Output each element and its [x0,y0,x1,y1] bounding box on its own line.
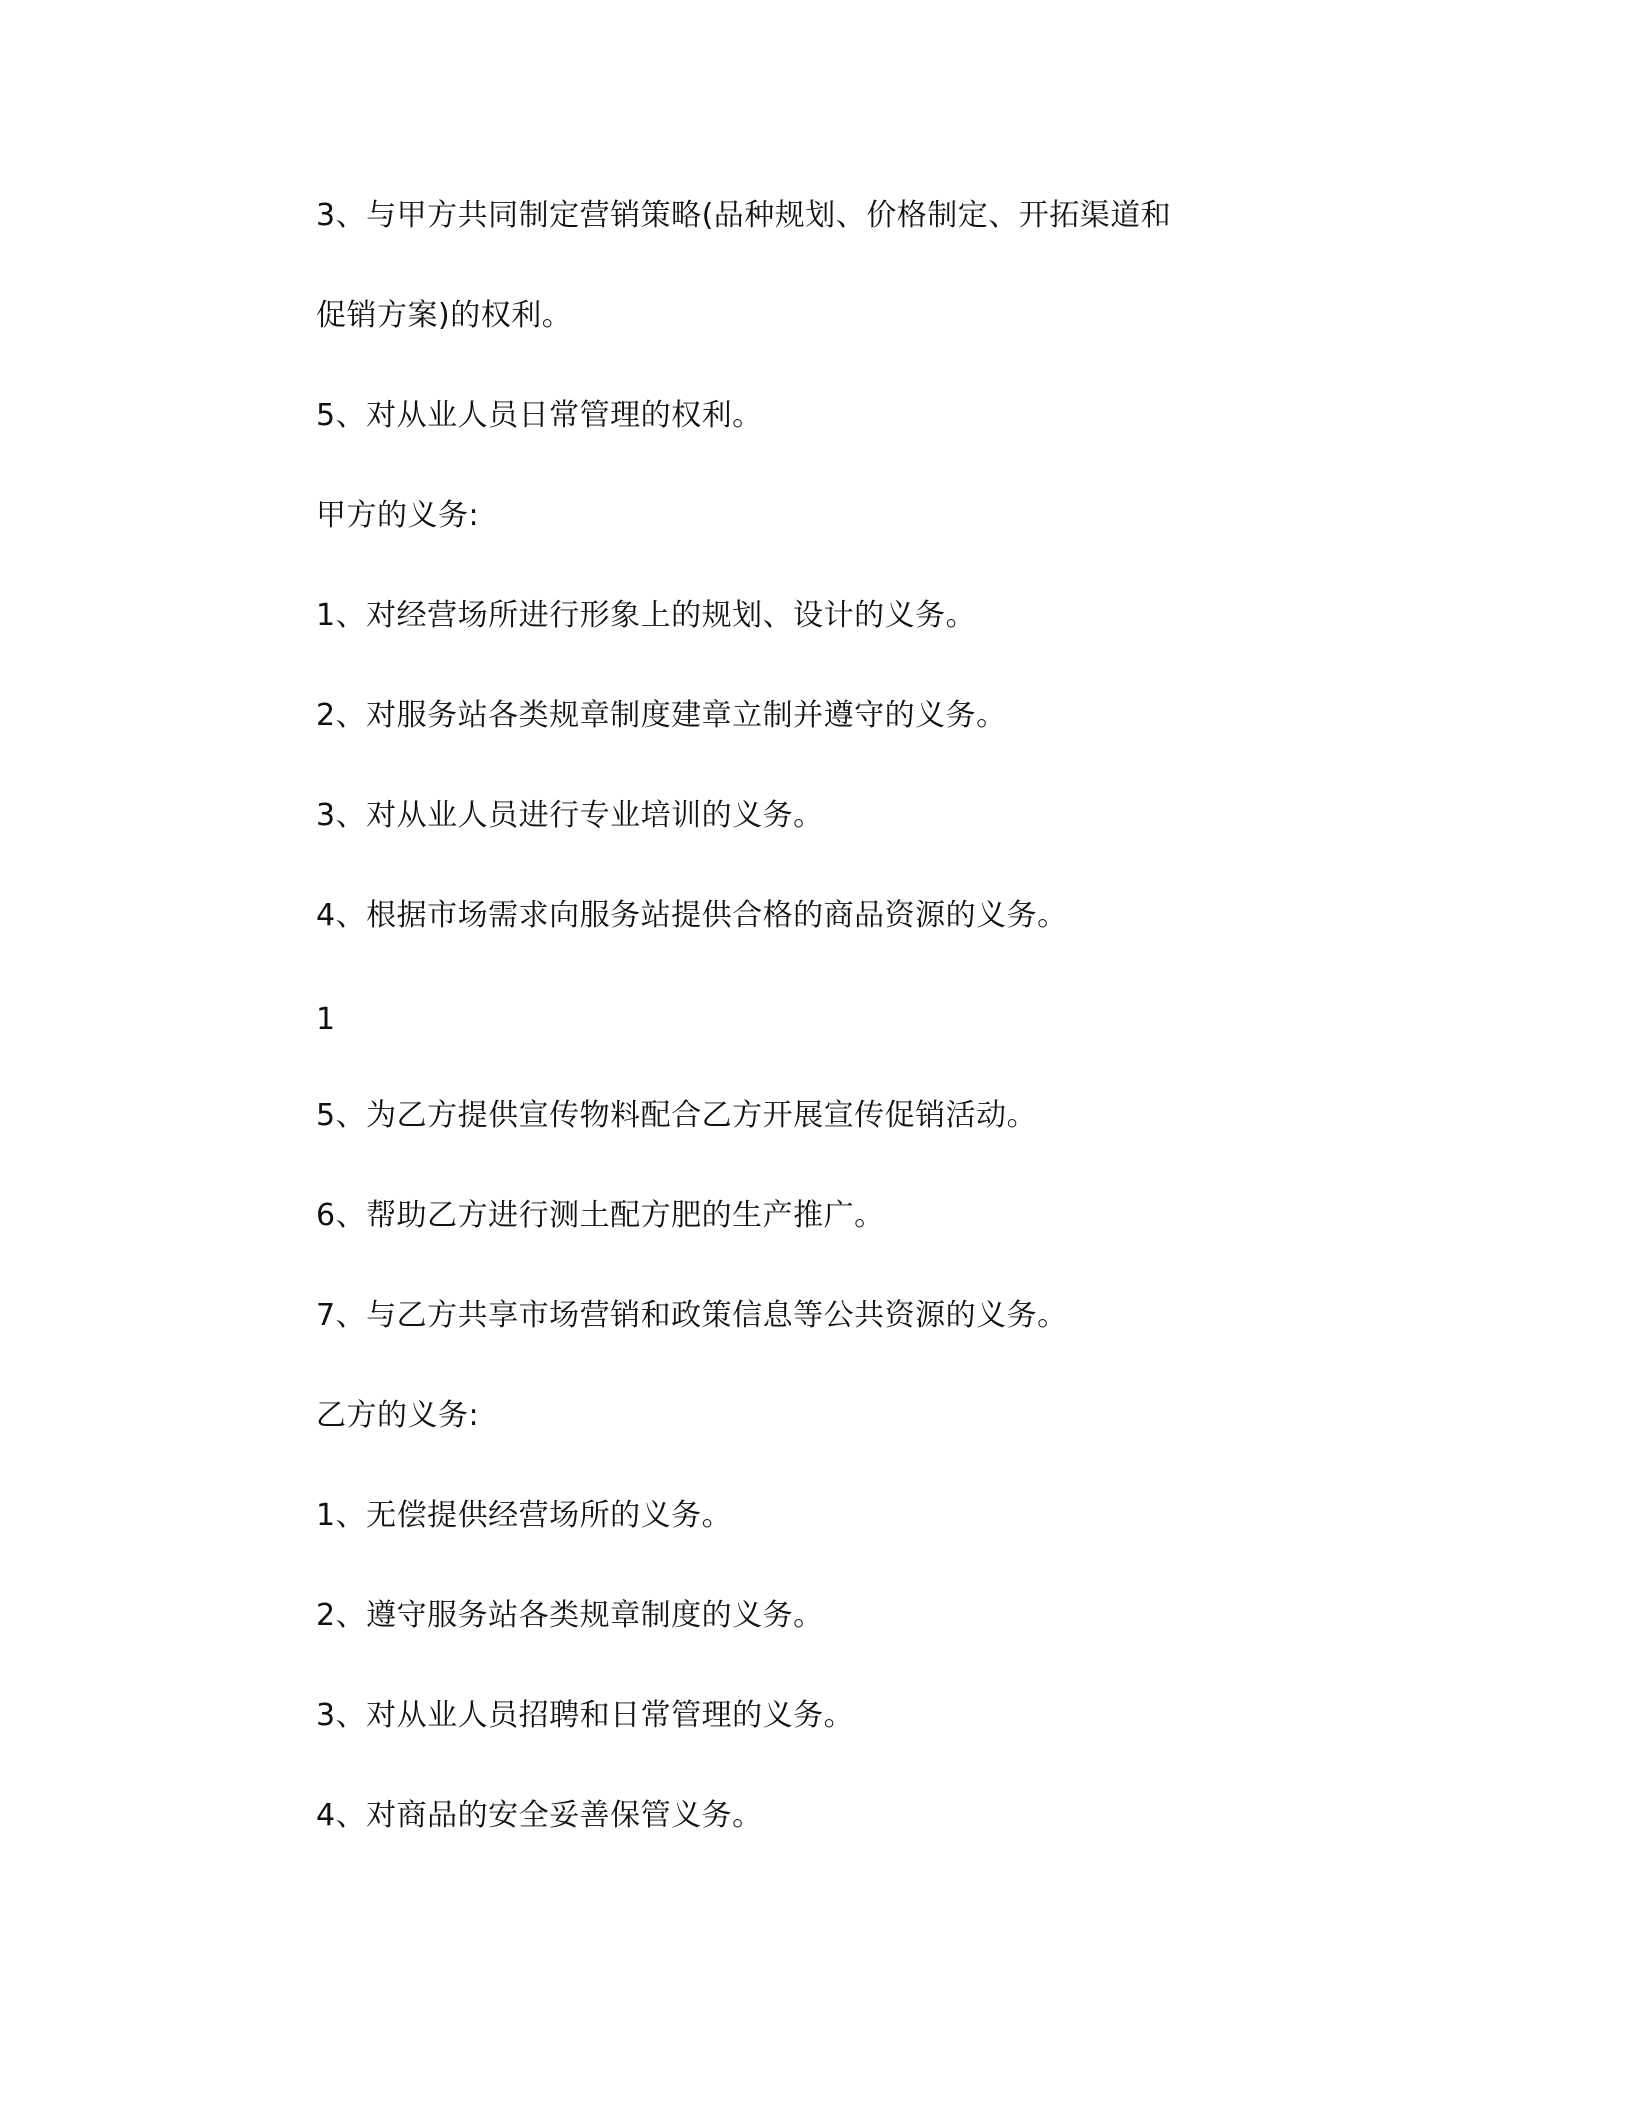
text-line: 促销方案)的权利。 [316,298,573,333]
text-line: 4、对商品的安全妥善保管义务。 [316,1798,763,1833]
text-line: 5、对从业人员日常管理的权利。 [316,398,763,433]
section-heading: 乙方的义务: [316,1398,480,1433]
text-line: 3、与甲方共同制定营销策略(品种规划、价格制定、开拓渠道和 [316,198,1172,233]
text-line: 3、对从业人员招聘和日常管理的义务。 [316,1698,855,1733]
text-line: 4、根据市场需求向服务站提供合格的商品资源的义务。 [316,898,1068,933]
text-line: 1、无偿提供经营场所的义务。 [316,1498,733,1533]
text-line: 2、对服务站各类规章制度建章立制并遵守的义务。 [316,698,1007,733]
text-line: 1、对经营场所进行形象上的规划、设计的义务。 [316,598,977,633]
page-number: 1 [316,1002,336,1037]
text-line: 6、帮助乙方进行测土配方肥的生产推广。 [316,1198,885,1233]
text-line: 7、与乙方共享市场营销和政策信息等公共资源的义务。 [316,1298,1068,1333]
text-line: 2、遵守服务站各类规章制度的义务。 [316,1598,824,1633]
section-heading: 甲方的义务: [316,498,480,533]
text-line: 5、为乙方提供宣传物料配合乙方开展宣传促销活动。 [316,1098,1038,1133]
text-line: 3、对从业人员进行专业培训的义务。 [316,798,824,833]
